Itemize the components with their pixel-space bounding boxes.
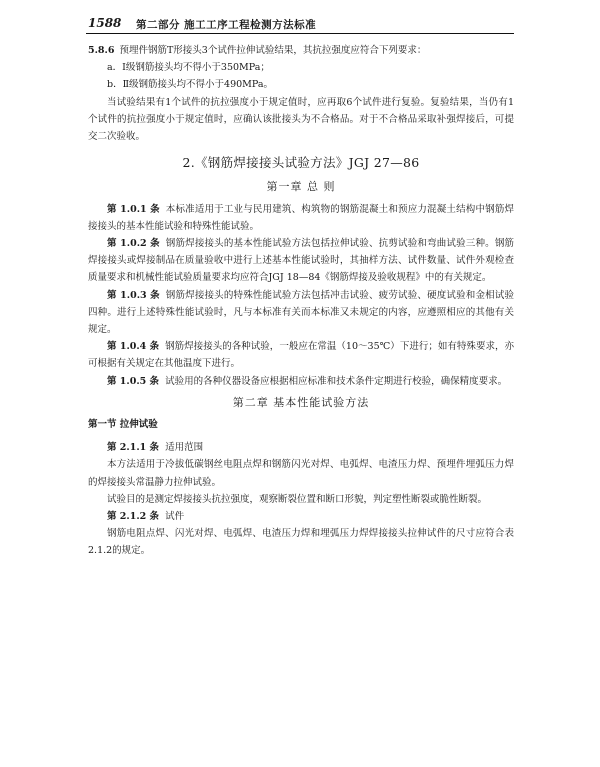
article-text: 试验用的各种仪器设备应根据相应标准和技术条件定期进行校验，确保精度要求。 <box>165 375 508 387</box>
article-number: 第 1.0.2 条 <box>107 238 160 250</box>
purpose-paragraph: 试验目的是测定焊接接头抗拉强度，观察断裂位置和断口形貌，判定塑性断裂或脆性断裂。 <box>107 493 488 505</box>
article-text: 钢筋焊接接头的各种试验，一般应在常温（10～35℃）下进行；如有特殊要求，亦可根据有关规定在其他温度下进行。 <box>88 341 514 370</box>
article-1-0-5 <box>88 373 514 390</box>
article-text: 钢筋焊接接头的基本性能试验方法包括拉伸试验、抗剪试验和弯曲试验三种。钢筋焊接接头或焊接制品在质量验收中进行上述基本性能试验时，其抽样方法、试件数量、试件外观检查质量要求和机械性能试验质量要求均应符合JGJ 18—84《钢筋焊接及验收规程》中的有关规定。 <box>88 238 514 284</box>
clause-5-8-6 <box>88 42 514 59</box>
article-number: 第 1.0.3 条 <box>107 289 160 301</box>
chapter-2-title: 第二章 基本性能试验方法 <box>232 395 370 409</box>
clause-number: 5.8.6 <box>88 45 115 56</box>
retest-paragraph: 当试验结果有1个试件的抗拉强度小于规定值时，应再取6个试件进行复验。复验结果，当仍有1个试件的抗拉强度小于规定值时，应确认该批接头为不合格品。对于不合格品采取补强焊接后，可提交二次验收。 <box>88 96 514 143</box>
article-number: 第 1.0.4 条 <box>107 341 160 353</box>
page-content <box>88 42 514 560</box>
standard-section-title: 2.《钢筋焊接接头试验方法》JGJ 27—86 <box>182 155 420 171</box>
article-number: 第 1.0.5 条 <box>107 375 160 387</box>
requirement-item-b: b．Ⅱ级钢筋接头均不得小于490MPa。 <box>107 79 274 91</box>
article-2-1-2 <box>88 508 514 525</box>
article-1-0-4 <box>88 338 514 372</box>
article-heading: 试件 <box>165 511 185 523</box>
article-text: 钢筋焊接接头的特殊性能试验方法包括冲击试验、疲劳试验、硬度试验和金相试验四种。进行上述特殊性能试验时，凡与本标准有关而本标准又未规定的内容，应遵照相应的其他有关规定。 <box>88 289 514 336</box>
article-number: 第 2.1.2 条 <box>107 511 160 523</box>
page-number: 1588 <box>88 16 122 30</box>
specimen-paragraph: 钢筋电阻点焊、闪光对焊、电弧焊、电渣压力焊和埋弧压力焊焊接接头拉伸试件的尺寸应符合表2.1.2的规定。 <box>88 528 514 557</box>
clause-text: 预埋件钢筋T形接头3个试件拉伸试验结果，其抗拉强度应符合下列要求： <box>119 45 427 56</box>
article-1-0-2 <box>88 235 514 287</box>
chapter-1-title: 第一章 总 则 <box>266 180 336 194</box>
article-text: 本标准适用于工业与民用建筑、构筑物的钢筋混凝土和预应力混凝土结构中钢筋焊接接头的基本性能试验和特殊性能试验。 <box>88 203 514 232</box>
section-1-title: 第一节 拉伸试验 <box>88 419 158 431</box>
article-2-1-1 <box>88 439 514 456</box>
requirement-item-a: a．Ⅰ级钢筋接头均不得小于350MPa； <box>107 62 270 74</box>
article-heading: 适用范围 <box>165 442 204 454</box>
article-number: 第 2.1.1 条 <box>107 442 160 454</box>
article-1-0-3 <box>88 287 514 339</box>
page-header <box>86 13 514 34</box>
scope-paragraph: 本方法适用于冷拔低碳钢丝电阻点焊和钢筋闪光对焊、电弧焊、电渣压力焊、预埋件埋弧压力焊的焊接接头常温静力拉伸试验。 <box>88 459 514 488</box>
article-1-0-1 <box>88 201 514 235</box>
running-title: 第二部分 施工工序工程检测方法标准 <box>136 19 317 31</box>
article-number: 第 1.0.1 条 <box>107 203 160 215</box>
